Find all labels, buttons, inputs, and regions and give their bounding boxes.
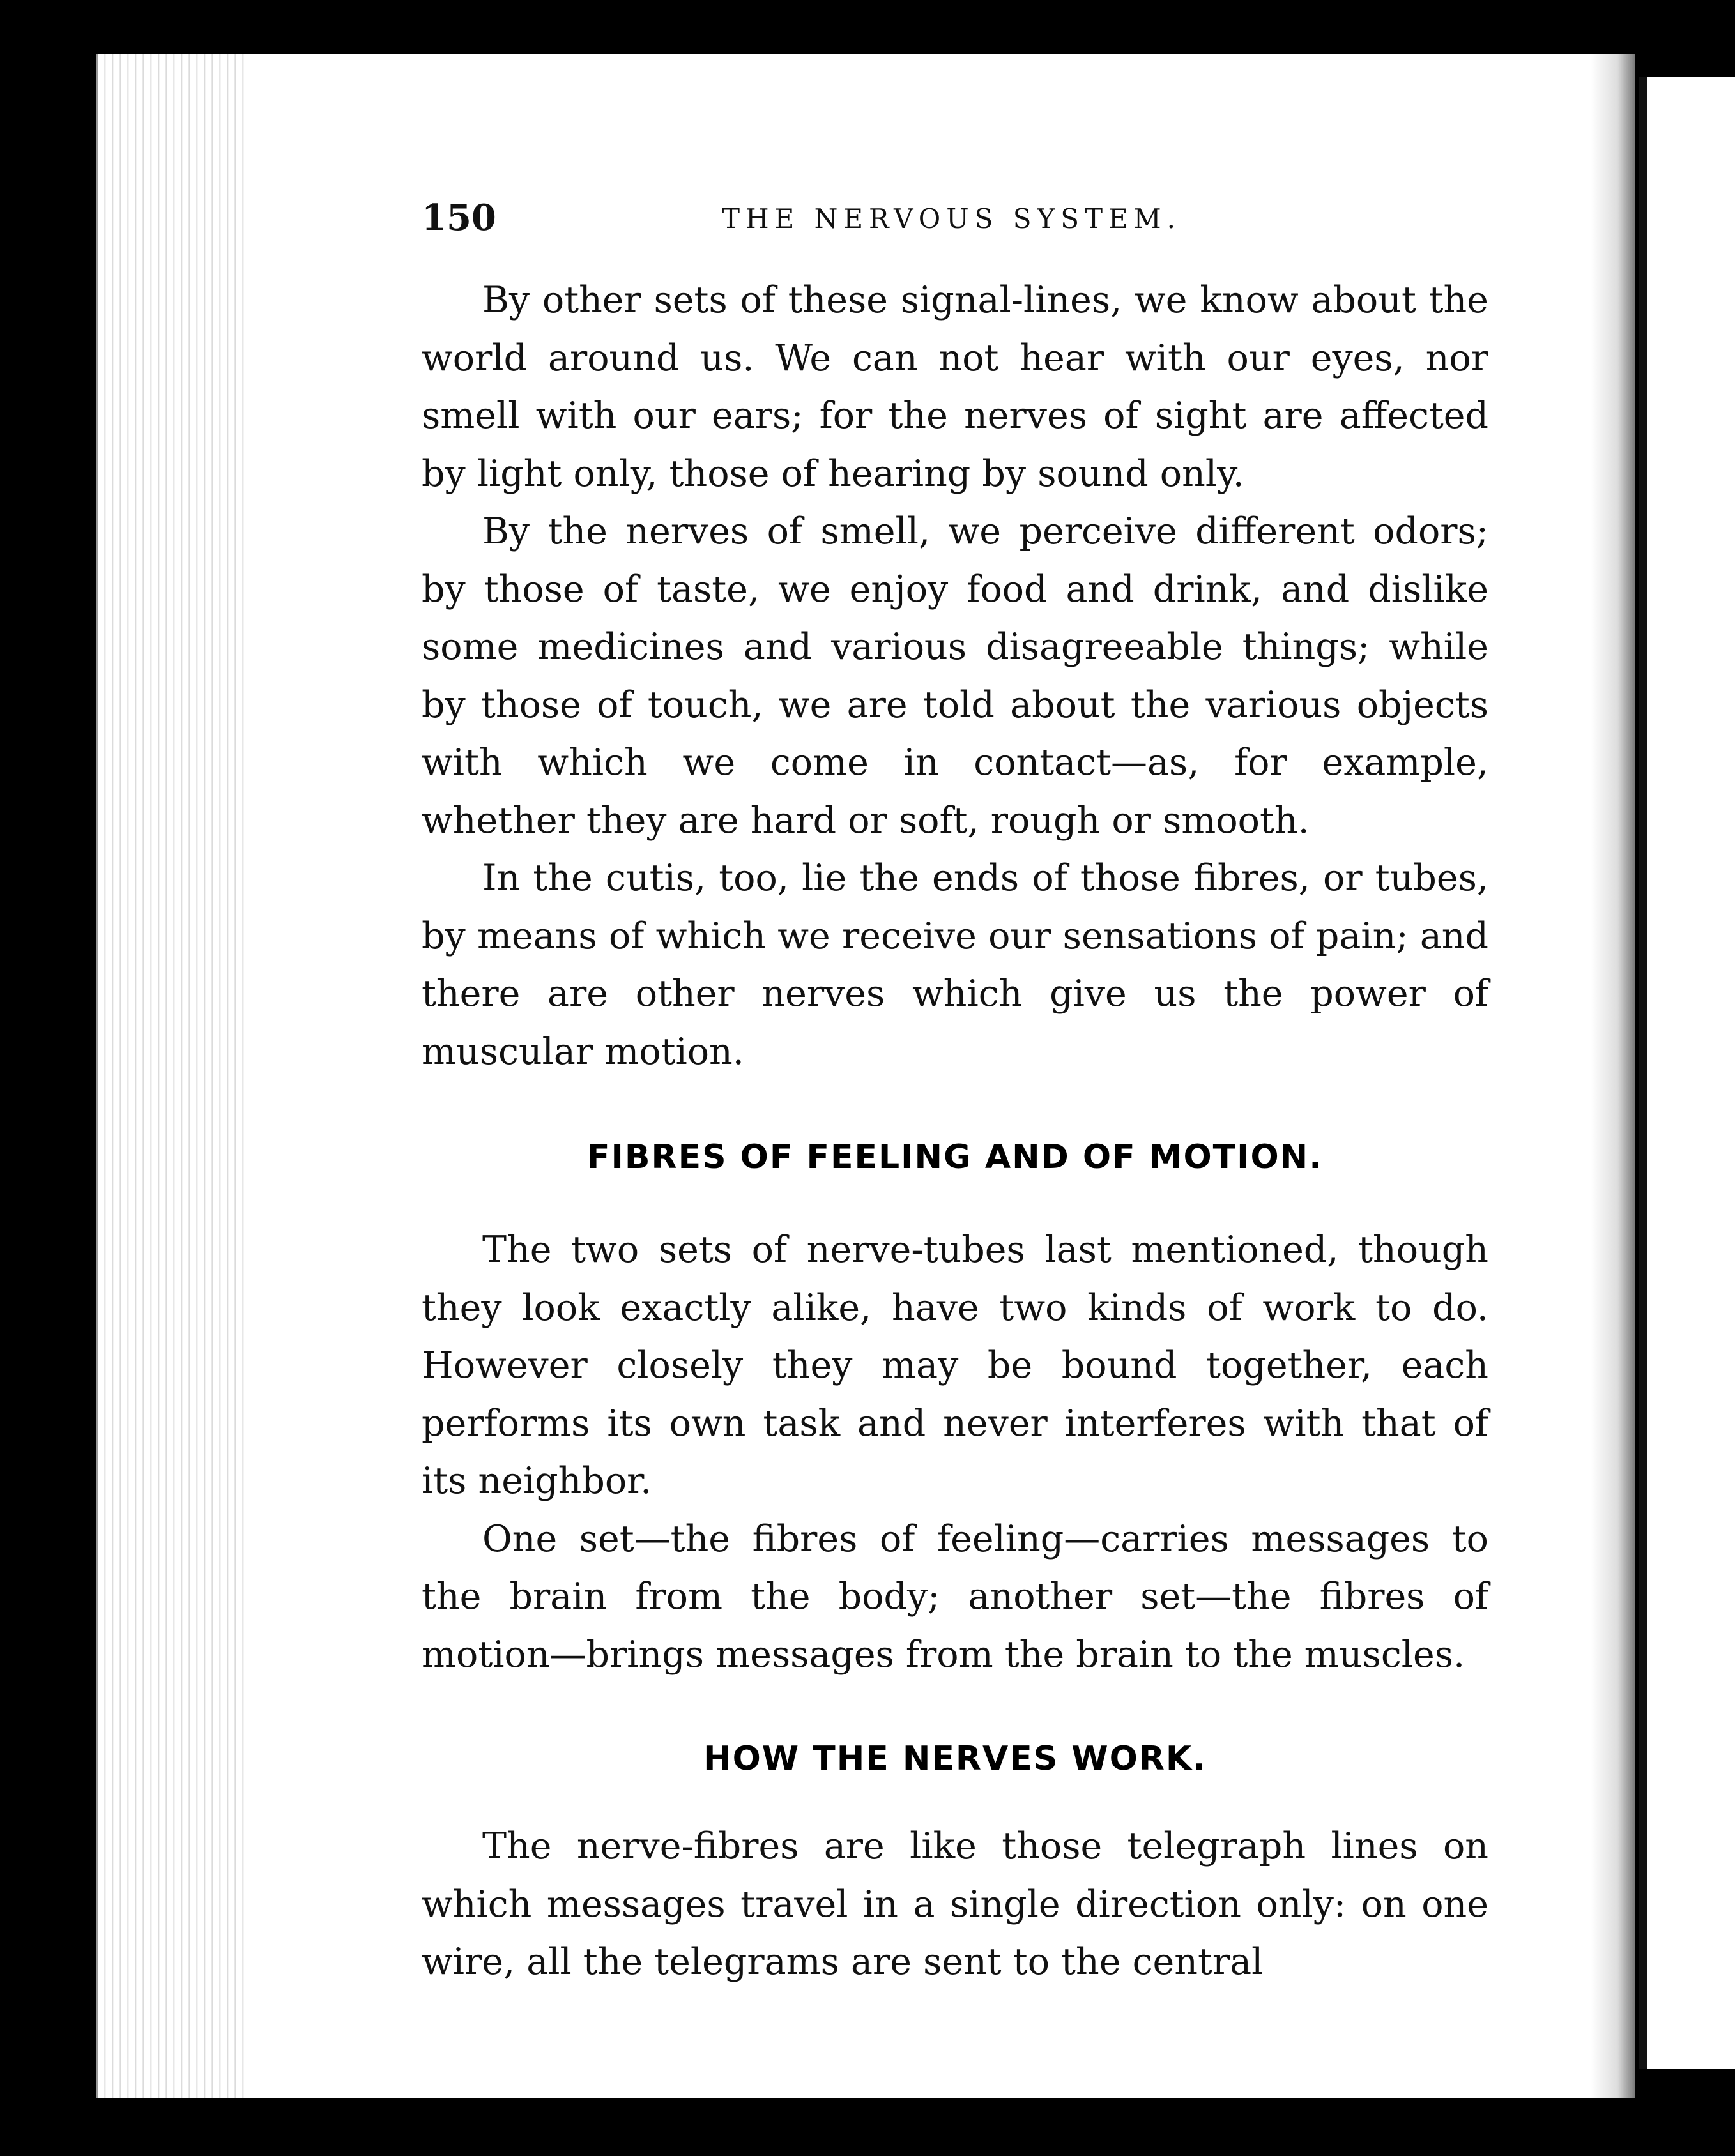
next-page-edge [1639, 77, 1735, 2069]
page-header [422, 197, 1495, 248]
paragraph: The two sets of nerve-tubes last mentioned, though they look exactly alike, have two kinds of work to do. However closely they may be bound together, each performs its own task and never interferes with that of its neighbor. [422, 1229, 1488, 1502]
paragraph: In the cutis, too, lie the ends of those fibres, or tubes, by means of which we receive our sensations of pain; and there are other nerves which give us the power of muscular motion. [422, 857, 1488, 1073]
gutter-shadow [1591, 54, 1635, 2098]
paragraph: By the nerves of smell, we perceive different odors; by those of taste, we enjoy food and drink, and dislike some medicines and various disagreeable things; while by those of touch, we are told about the various objects with which we come in contact—as, for example, whether they are hard or soft, rough or smooth. [422, 510, 1488, 842]
section-heading: FIBRES OF FEELING AND OF MOTION. [587, 1138, 1323, 1176]
page-body [422, 271, 1488, 1991]
paragraph: One set—the fibres of feeling—carries messages to the brain from the body; another set—the fibres of motion—brings messages from the brain to the muscles. [422, 1517, 1488, 1676]
section-heading: HOW THE NERVES WORK. [703, 1740, 1207, 1778]
page-number: 150 [422, 197, 496, 239]
paragraph: By other sets of these signal-lines, we know about the world around us. We can not hear with our eyes, nor smell with our ears; for the nerves of sight are affected by light only, those of hearing by sound only. [422, 279, 1488, 495]
running-title: THE NERVOUS SYSTEM. [722, 203, 1182, 234]
page-edges [96, 54, 245, 2098]
paragraph: The nerve-fibres are like those telegraph lines on which messages travel in a single direction only: on one wire, all the telegrams are sent to the central [422, 1825, 1488, 1983]
